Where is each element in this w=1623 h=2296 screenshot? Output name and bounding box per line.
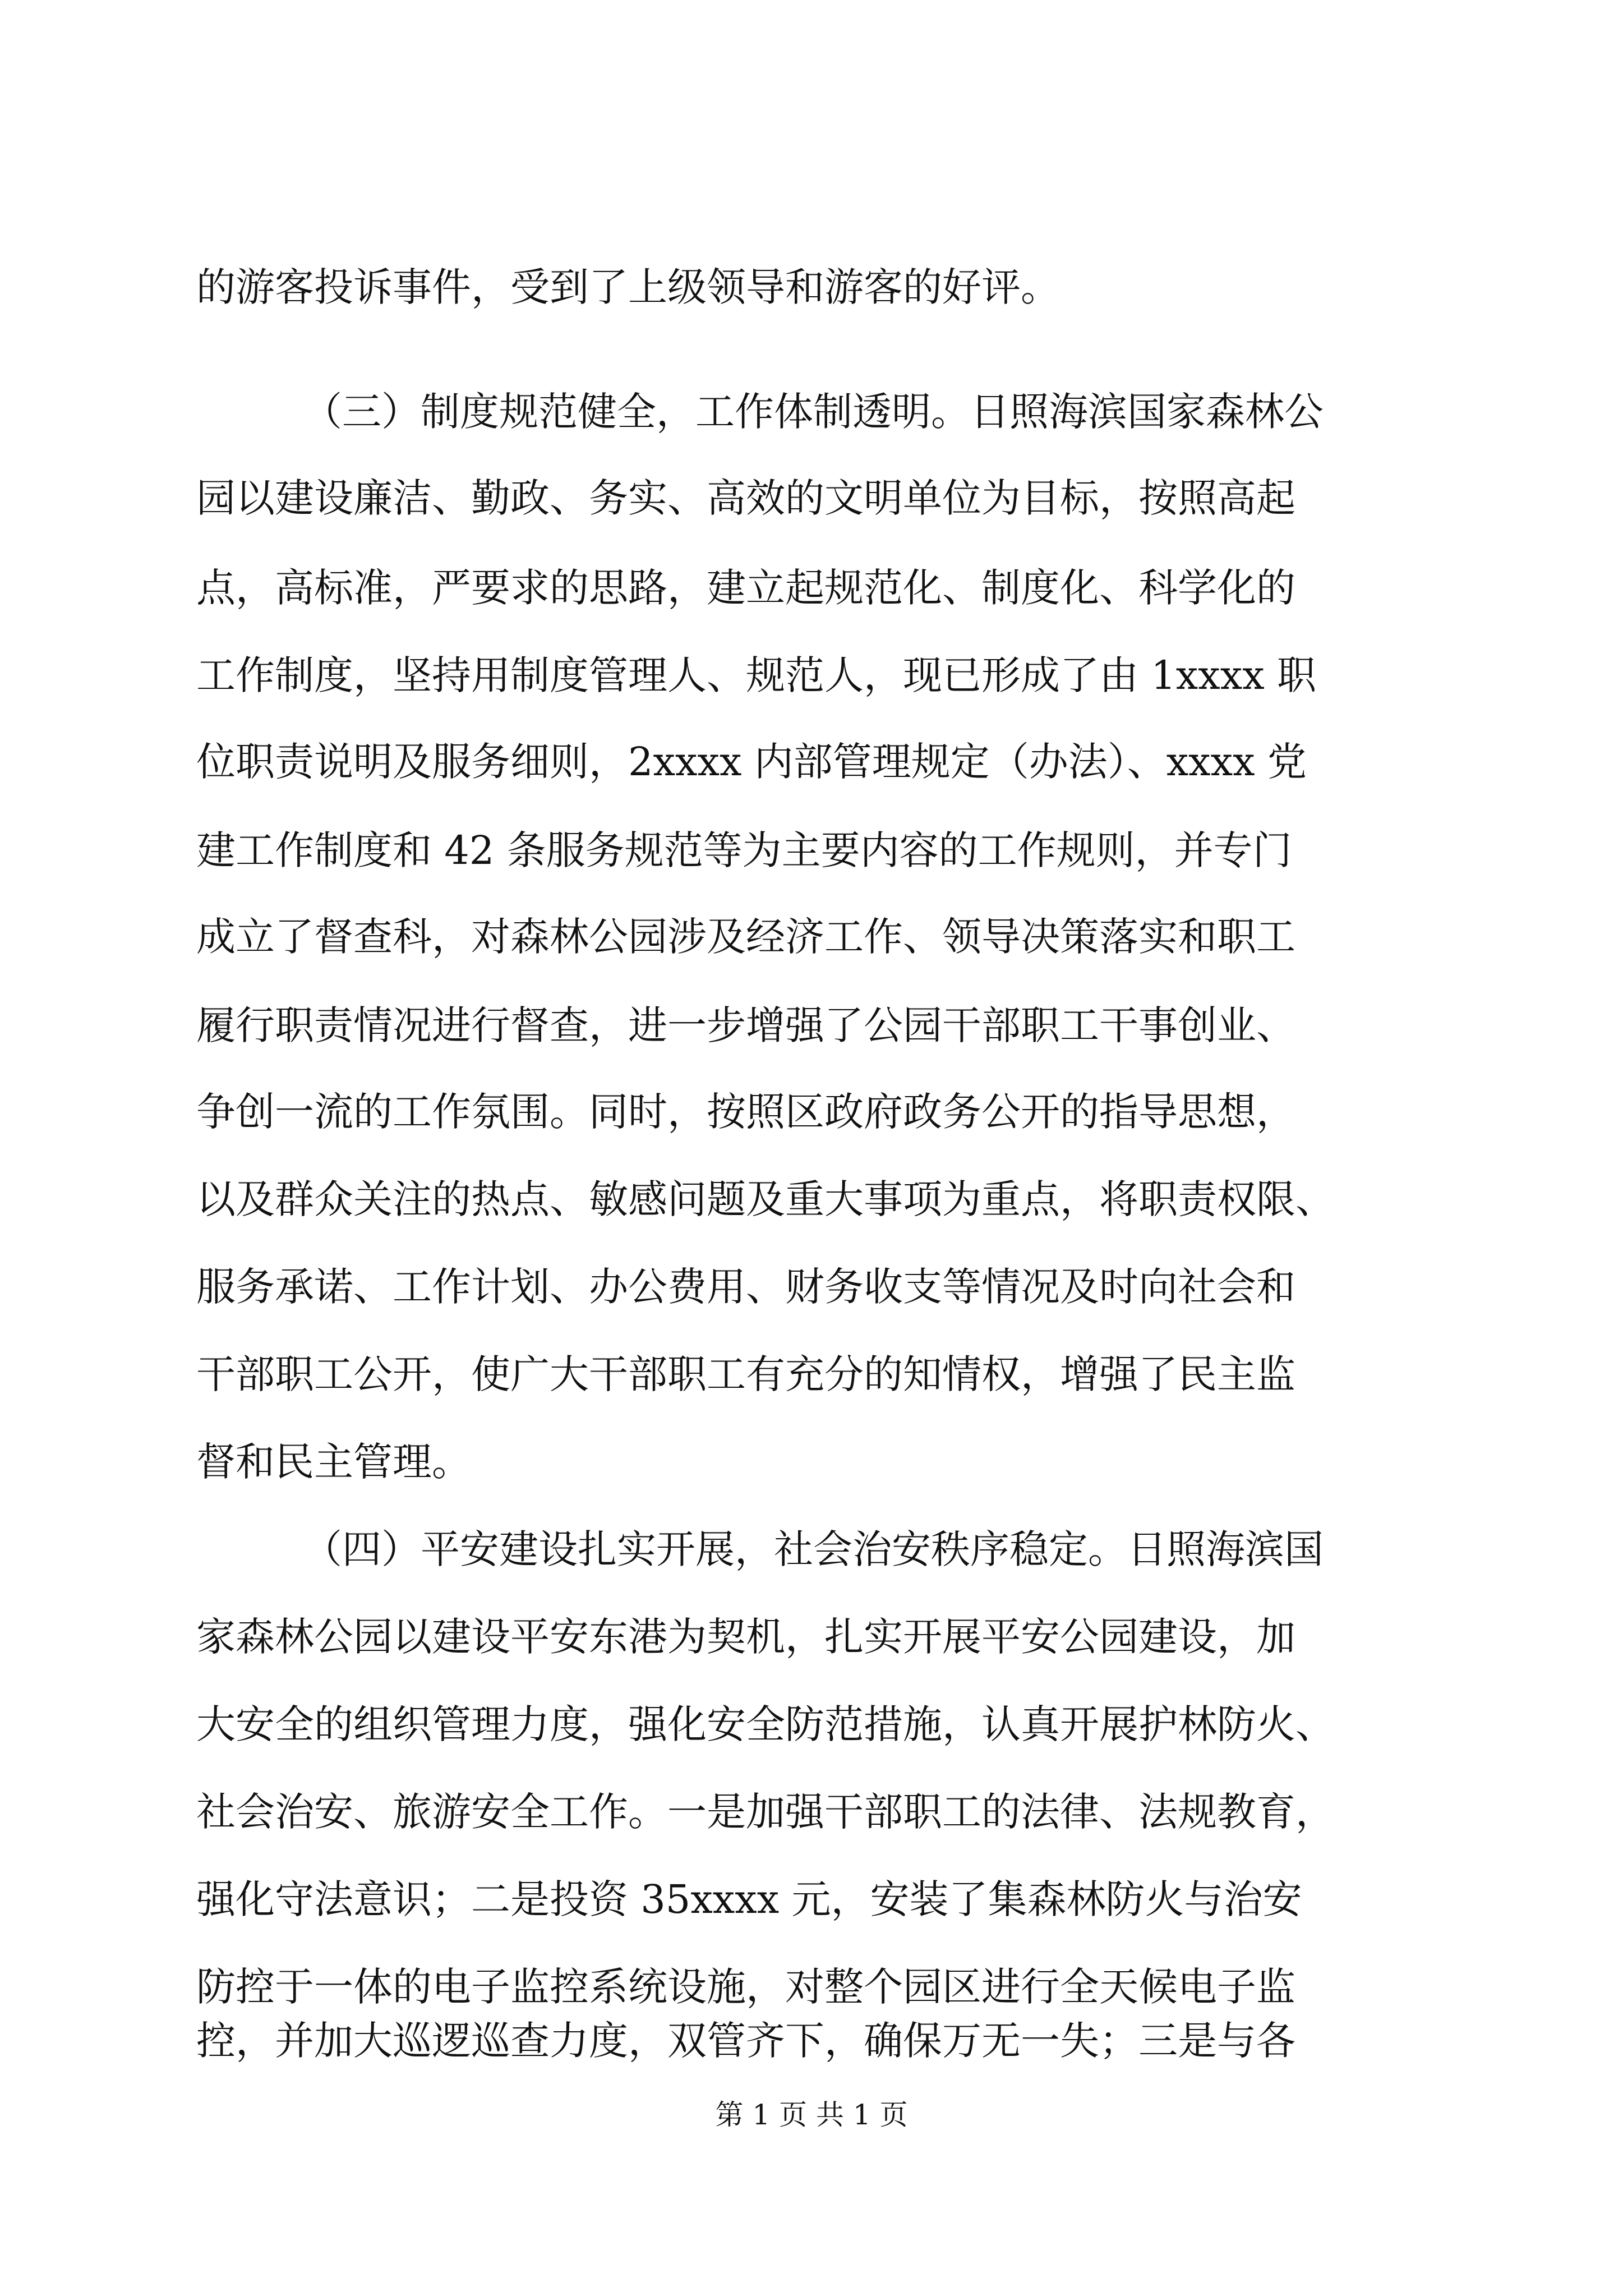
text-line: 社会治安、旅游安全工作。一是加强干部职工的法律、法规教育， — [196, 1789, 1335, 1835]
text-line: 位职责说明及服务细则，2xxxx 内部管理规定（办法）、xxxx 党 — [196, 739, 1307, 785]
text-line: 督和民主管理。 — [196, 1439, 471, 1485]
text-line: 争创一流的工作氛围。同时，按照区政府政务公开的指导思想， — [196, 1089, 1295, 1135]
text-line: 履行职责情况进行督查，进一步增强了公园干部职工干事创业、 — [196, 1002, 1295, 1048]
text-line: 防控于一体的电子监控系统设施，对整个园区进行全天候电子监 — [196, 1964, 1295, 2010]
text-line: 控，并加大巡逻巡查力度，双管齐下，确保万无一失；三是与各 — [196, 2018, 1295, 2064]
text-line: 强化守法意识；二是投资 35xxxx 元，安装了集森林防火与治安 — [196, 1876, 1302, 1922]
text-line: （三）制度规范健全，工作体制透明。日照海滨国家森林公 — [303, 389, 1324, 435]
text-line: 服务承诺、工作计划、办公费用、财务收支等情况及时向社会和 — [196, 1264, 1295, 1310]
text-line: 园以建设廉洁、勤政、务实、高效的文明单位为目标，按照高起 — [196, 475, 1295, 521]
text-line: 大安全的组织管理力度，强化安全防范措施，认真开展护林防火、 — [196, 1701, 1335, 1747]
text-line: 家森林公园以建设平安东港为契机，扎实开展平安公园建设，加 — [196, 1614, 1295, 1660]
text-line: （四）平安建设扎实开展，社会治安秩序稳定。日照海滨国 — [303, 1526, 1324, 1572]
text-line: 成立了督查科，对森林公园涉及经济工作、领导决策落实和职工 — [196, 914, 1295, 960]
text-line: 工作制度，坚持用制度管理人、规范人，现已形成了由 1xxxx 职 — [196, 652, 1316, 698]
page-number-footer: 第 1 页 共 1 页 — [715, 2099, 908, 2131]
text-line: 的游客投诉事件，受到了上级领导和游客的好评。 — [196, 264, 1060, 310]
text-line: 以及群众关注的热点、敏感问题及重大事项为重点，将职责权限、 — [196, 1176, 1335, 1222]
text-line: 建工作制度和 42 条服务规范等为主要内容的工作规则，并专门 — [196, 827, 1292, 873]
text-line: 干部职工公开，使广大干部职工有充分的知情权，增强了民主监 — [196, 1351, 1295, 1397]
text-line: 点，高标准，严要求的思路，建立起规范化、制度化、科学化的 — [196, 565, 1295, 611]
